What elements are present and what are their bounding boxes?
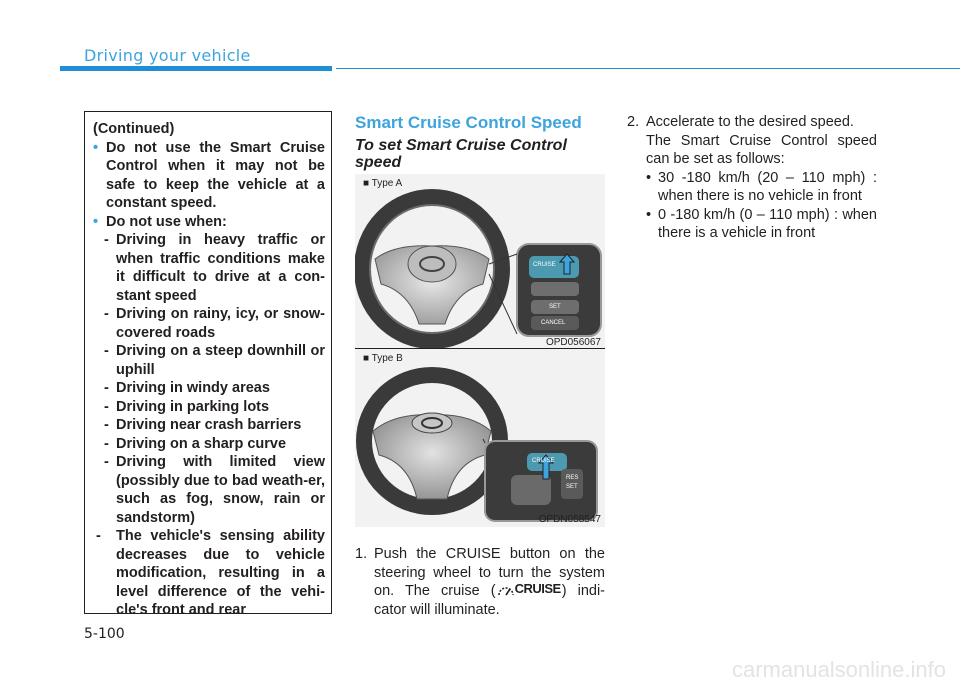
speed-paragraph: The Smart Cruise Control speed can be set as follows: [646, 132, 877, 167]
step-number: 1. [355, 546, 368, 562]
sub-item-text: Driving in parking lots [116, 398, 270, 415]
section-title: Driving your vehicle [84, 46, 251, 65]
set-button-label: SET [566, 484, 578, 490]
sub-item-text: Driving on rainy, icy, or snow-covered roads [116, 306, 325, 341]
bullet-dot-icon: • [93, 139, 99, 156]
warning-sub-item: - Driving with limited view (possibly due to bad weath-er, such as fog, snow, rain or sandstorm) [104, 454, 325, 526]
watermark: carmanualsonline.info [731, 657, 946, 682]
warning-bullet [93, 139, 325, 213]
step-number: 2. [627, 114, 640, 130]
figure-code: OPDN058547 [538, 514, 601, 525]
res-button-label: RES [566, 475, 579, 481]
figure-code: OPD056067 [545, 337, 601, 348]
step-text: Accelerate to the desired speed. [646, 114, 854, 130]
section-heading: Smart Cruise Control Speed [355, 113, 582, 132]
warning-sub-item: - Driving in windy areas [104, 380, 270, 396]
warning-sub-item: - Driving on a sharp curve [104, 435, 287, 452]
warning-box [84, 111, 332, 618]
cruise-indicator [497, 580, 561, 599]
speed-bullet-text: 0 -180 km/h (0 – 110 mph) : when there is a vehicle in front [658, 206, 877, 241]
warning-sub-item: - Driving on rainy, icy, or snow-covered roads [104, 306, 325, 341]
figure-type-b [355, 349, 605, 527]
header-rule-thick [60, 66, 332, 71]
speed-bullet [627, 206, 877, 243]
warning-bullet [93, 213, 325, 232]
sub-item-text: Driving with limited view (possibly due to bad weath-er, such as fog, snow, rain or sandstorm) [116, 454, 325, 526]
cruise-button-label: CRUISE [533, 262, 556, 268]
bullet-dot-icon: • [646, 169, 652, 186]
figure-label: ■ Type B [363, 353, 403, 364]
speedometer-icon [497, 584, 515, 596]
warning-sub-item: - Driving on a steep downhill or uphill [104, 343, 325, 378]
cruise-button-label: CRUISE [532, 458, 555, 464]
steering-wheel-illustration [355, 349, 605, 527]
cruise-indicator-text: CRUISE [514, 581, 561, 597]
warning-sub-item: - Driving in heavy traffic or when traffic conditions make it difficult to drive at a con-stant speed [104, 232, 325, 304]
step-text-after: ) indi-cator will illuminate. [374, 583, 605, 618]
warning-sub-item: - Driving near crash barriers [104, 417, 302, 433]
step-1 [355, 545, 605, 619]
page-number: 5-100 [84, 626, 125, 642]
cancel-button-label: CANCEL [541, 320, 566, 326]
sub-item-text: Driving in heavy traffic or when traffic conditions make it difficult to drive at a con-stant speed [116, 232, 325, 304]
header-rule-thin [336, 68, 960, 69]
warning-bullet-text: Do not use the Smart Cruise Control when it may not be safe to keep the vehicle at a constant speed. [106, 139, 325, 211]
continued-label: (Continued) [93, 121, 175, 137]
warning-sub-item: - The vehicle's sensing ability decreases due to vehicle modification, resulting in a level difference of the vehi-cle's front and rear [96, 528, 325, 618]
step-text [355, 545, 605, 619]
sub-item-text: The vehicle's sensing ability decreases due to vehicle modification, resulting in a level difference of the vehi-cle's front and rear [116, 528, 325, 618]
subheading: To set Smart Cruise Control speed [355, 137, 567, 171]
figure-type-a [355, 174, 605, 350]
step-text-before: Push the CRUISE button on the steering wheel to turn the system on. The cruise ( [374, 546, 605, 599]
right-column [627, 113, 877, 243]
bullet-dot-icon: • [646, 206, 652, 223]
figure-label: ■ Type A [363, 178, 403, 189]
warning-bullet-text: Do not use when: [106, 213, 227, 230]
sub-item-text: Driving on a sharp curve [116, 435, 287, 452]
speed-bullet [627, 169, 877, 206]
sub-item-text: Driving on a steep downhill or uphill [116, 343, 325, 378]
steering-wheel-illustration [355, 174, 605, 350]
sub-item-text: Driving in windy areas [116, 380, 270, 396]
warning-sub-item: - Driving in parking lots [104, 398, 270, 415]
bullet-dot-icon: • [93, 213, 99, 230]
sub-item-text: Driving near crash barriers [116, 417, 302, 433]
step-2 [627, 113, 877, 132]
speed-bullet-text: 30 -180 km/h (20 – 110 mph) : when there is no vehicle in front [658, 169, 877, 204]
warning-content [93, 120, 325, 620]
set-button-label: SET [549, 304, 561, 310]
